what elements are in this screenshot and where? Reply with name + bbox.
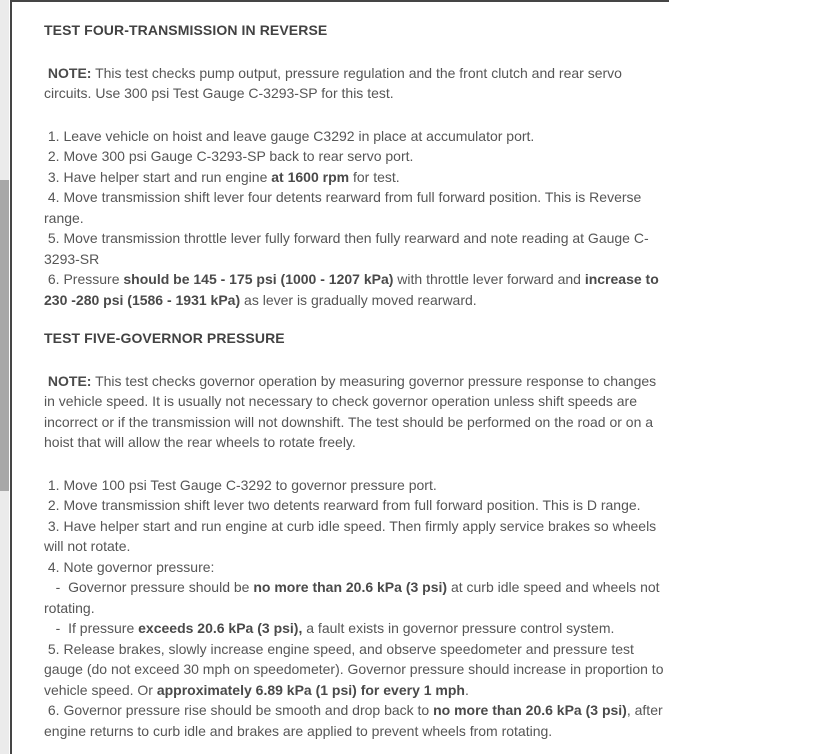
- list-item: [44, 187, 669, 228]
- text-run: 1. Move 100 psi Test Gauge C-3292 to governor pressure port.: [44, 476, 437, 493]
- note-paragraph: [44, 63, 669, 104]
- document-content: [44, 20, 669, 741]
- list-item: [44, 228, 669, 269]
- text-run: This test checks pump output, pressure regulation and the front clutch and rear servo circuits. Use 300 psi Test Gauge C-3293-SP for this test.: [44, 64, 626, 101]
- text-run: , after engine returns to curb idle and brakes are applied to prevent wheels from rotating.: [44, 702, 667, 739]
- text-run: with throttle lever forward and: [393, 271, 585, 287]
- section-heading: TEST FOUR-TRANSMISSION IN REVERSE: [44, 22, 328, 38]
- list-item: [44, 146, 669, 167]
- text-run: approximately 6.89 kPa (1 psi) for every 1 mph: [156, 681, 465, 698]
- text-run: 1. Leave vehicle on hoist and leave gauge C3292 in place at accumulator port.: [44, 127, 535, 144]
- text-run: increase to 230 -280 psi (1586 - 1931 kPa): [44, 271, 663, 308]
- text-run: as lever is gradually moved rearward.: [240, 291, 477, 308]
- text-run: no more than 20.6 kPa (3 psi): [433, 702, 627, 718]
- text-run: no more than 20.6 kPa (3 psi): [253, 579, 448, 595]
- text-run: .: [464, 681, 469, 698]
- section-heading: TEST FIVE-GOVERNOR PRESSURE: [44, 330, 285, 346]
- text-run: at 1600 rpm: [271, 168, 350, 185]
- text-run: exceeds 20.6 kPa (3 psi),: [138, 620, 303, 636]
- section: [44, 20, 669, 310]
- list-item: [44, 557, 669, 578]
- text-run: at curb idle speed and wheels not rotating.: [44, 579, 664, 616]
- scrollbar-track[interactable]: [0, 0, 9, 754]
- list-item: [44, 639, 669, 701]
- list-item: [44, 126, 669, 147]
- text-run: 5. Release brakes, slowly increase engine speed, and observe speedometer and pressure test gauge (do not exceed 30 mph on speedometer). Governor pressure should increase in proportion to vehicle speed. Or: [44, 640, 668, 698]
- note-paragraph: [44, 371, 669, 453]
- list-item: [44, 475, 669, 496]
- text-run: 2. Move 300 psi Gauge C-3293-SP back to rear servo port.: [44, 148, 414, 164]
- document-page: [10, 0, 669, 754]
- scrollbar-thumb[interactable]: [0, 180, 9, 491]
- text-run: 3. Have helper start and run engine: [44, 168, 272, 185]
- text-run: 5. Move transmission throttle lever fully forward then fully rearward and note reading at Gauge C-3293-SR: [44, 230, 649, 267]
- section: [44, 328, 669, 741]
- list-item: [44, 618, 669, 639]
- text-run: NOTE:: [44, 64, 92, 81]
- text-run: - If pressure: [44, 620, 139, 636]
- text-run: NOTE:: [44, 372, 92, 389]
- text-run: 3. Have helper start and run engine at curb idle speed. Then firmly apply service brakes so wheels will not rotate.: [44, 517, 661, 554]
- step-list: [44, 126, 669, 311]
- text-run: a fault exists in governor pressure control system.: [302, 620, 615, 636]
- text-run: - Governor pressure should be: [44, 579, 254, 595]
- list-item: [44, 577, 669, 618]
- text-run: for test.: [349, 168, 400, 185]
- list-item: [44, 700, 669, 741]
- text-run: 6. Governor pressure rise should be smooth and drop back to: [44, 702, 434, 718]
- step-list: [44, 475, 669, 742]
- text-run: should be 145 - 175 psi (1000 - 1207 kPa): [123, 271, 394, 287]
- text-run: 4. Note governor pressure:: [44, 558, 215, 575]
- list-item: [44, 167, 669, 188]
- text-run: 6. Pressure: [44, 271, 124, 287]
- text-run: 2. Move transmission shift lever two detents rearward from full forward position. This is D range.: [44, 497, 641, 513]
- list-item: [44, 269, 669, 310]
- list-item: [44, 495, 669, 516]
- text-run: This test checks governor operation by measuring governor pressure response to changes in vehicle speed. It is usually not necessary to check governor operation unless shift speeds are incorrect or if the transmission will not downshift. The test should be performed on the road or on a hoist that will allow the rear wheels to rotate freely.: [44, 372, 661, 450]
- list-item: [44, 516, 669, 557]
- text-run: 4. Move transmission shift lever four detents rearward from full forward position. This is Reverse range.: [44, 189, 646, 226]
